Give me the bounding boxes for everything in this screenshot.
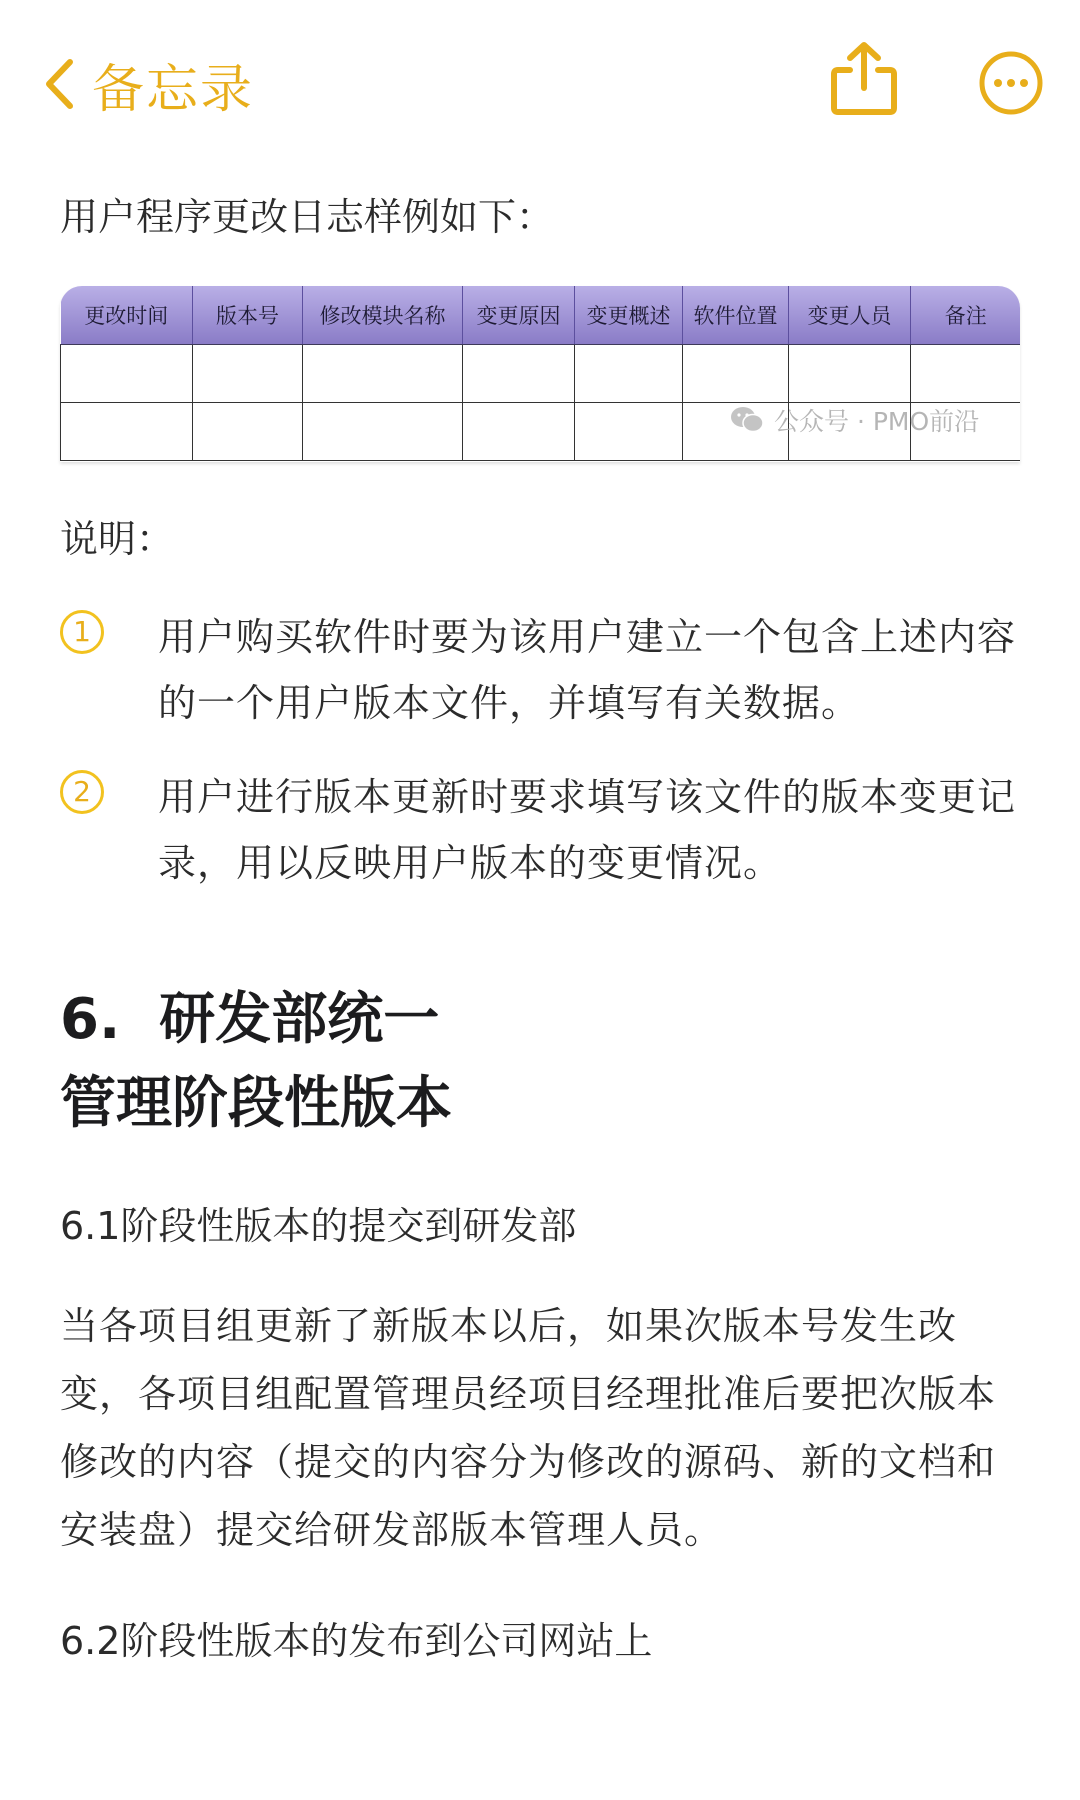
table-cell xyxy=(683,345,789,403)
list-item-text: 用户进行版本更新时要求填写该文件的版本变更记录，用以反映用户版本的变更情况。 xyxy=(158,775,1017,885)
table-cell xyxy=(193,403,303,461)
more-icon xyxy=(978,50,1044,116)
table-cell xyxy=(61,345,193,403)
watermark-text: 公众号 · PMO前沿 xyxy=(774,407,980,436)
back-button-label: 备忘录 xyxy=(92,59,255,120)
table-cell xyxy=(575,345,683,403)
section-heading xyxy=(60,978,452,1146)
subsection-heading: 6.2阶段性版本的发布到公司网站上 xyxy=(60,1619,653,1663)
table-header-cell: 变更原因 xyxy=(463,286,575,345)
chevron-left-icon xyxy=(44,58,74,110)
table-header-cell: 更改时间 xyxy=(61,286,193,345)
table-header-row xyxy=(61,286,1021,345)
subsection-heading: 6.1阶段性版本的提交到研发部 xyxy=(60,1204,577,1248)
share-button[interactable] xyxy=(822,40,912,120)
heading-line: 管理阶段性版本 xyxy=(60,1071,452,1136)
table-cell xyxy=(303,345,463,403)
table-header-cell: 变更概述 xyxy=(575,286,683,345)
watermark xyxy=(730,402,979,438)
table-cell xyxy=(789,345,911,403)
table-row xyxy=(61,345,1021,403)
table-header-cell: 变更人员 xyxy=(789,286,911,345)
navigation-bar xyxy=(0,0,1080,170)
more-button[interactable] xyxy=(978,50,1044,120)
list-item-text: 用户购买软件时要为该用户建立一个包含上述内容的一个用户版本文件，并填写有关数据。 xyxy=(158,615,1017,725)
back-button[interactable] xyxy=(44,48,254,120)
list-number-marker: 2 xyxy=(60,770,104,814)
explanation-label: 说明： xyxy=(60,517,175,561)
table-cell xyxy=(911,345,1021,403)
table-cell xyxy=(463,345,575,403)
table-cell xyxy=(61,403,193,461)
wechat-icon xyxy=(730,406,764,434)
body-paragraph: 当各项目组更新了新版本以后，如果次版本号发生改变，各项目组配置管理员经项目经理批准后要把次版本修改的内容（提交的内容分为修改的源码、新的文档和安装盘）提交给研发部版本管理人员。 xyxy=(60,1304,997,1552)
table-cell xyxy=(463,403,575,461)
list-number-marker: 1 xyxy=(60,610,104,654)
table-cell xyxy=(575,403,683,461)
table-header-cell: 修改模块名称 xyxy=(303,286,463,345)
table-header-cell: 版本号 xyxy=(193,286,303,345)
table-cell xyxy=(193,345,303,403)
heading-line: 6. 研发部统一 xyxy=(60,987,440,1052)
table-cell xyxy=(303,403,463,461)
table-header-cell: 备注 xyxy=(911,286,1021,345)
table-header-cell: 软件位置 xyxy=(683,286,789,345)
intro-text: 用户程序更改日志样例如下： xyxy=(60,195,555,239)
share-icon xyxy=(822,40,912,116)
